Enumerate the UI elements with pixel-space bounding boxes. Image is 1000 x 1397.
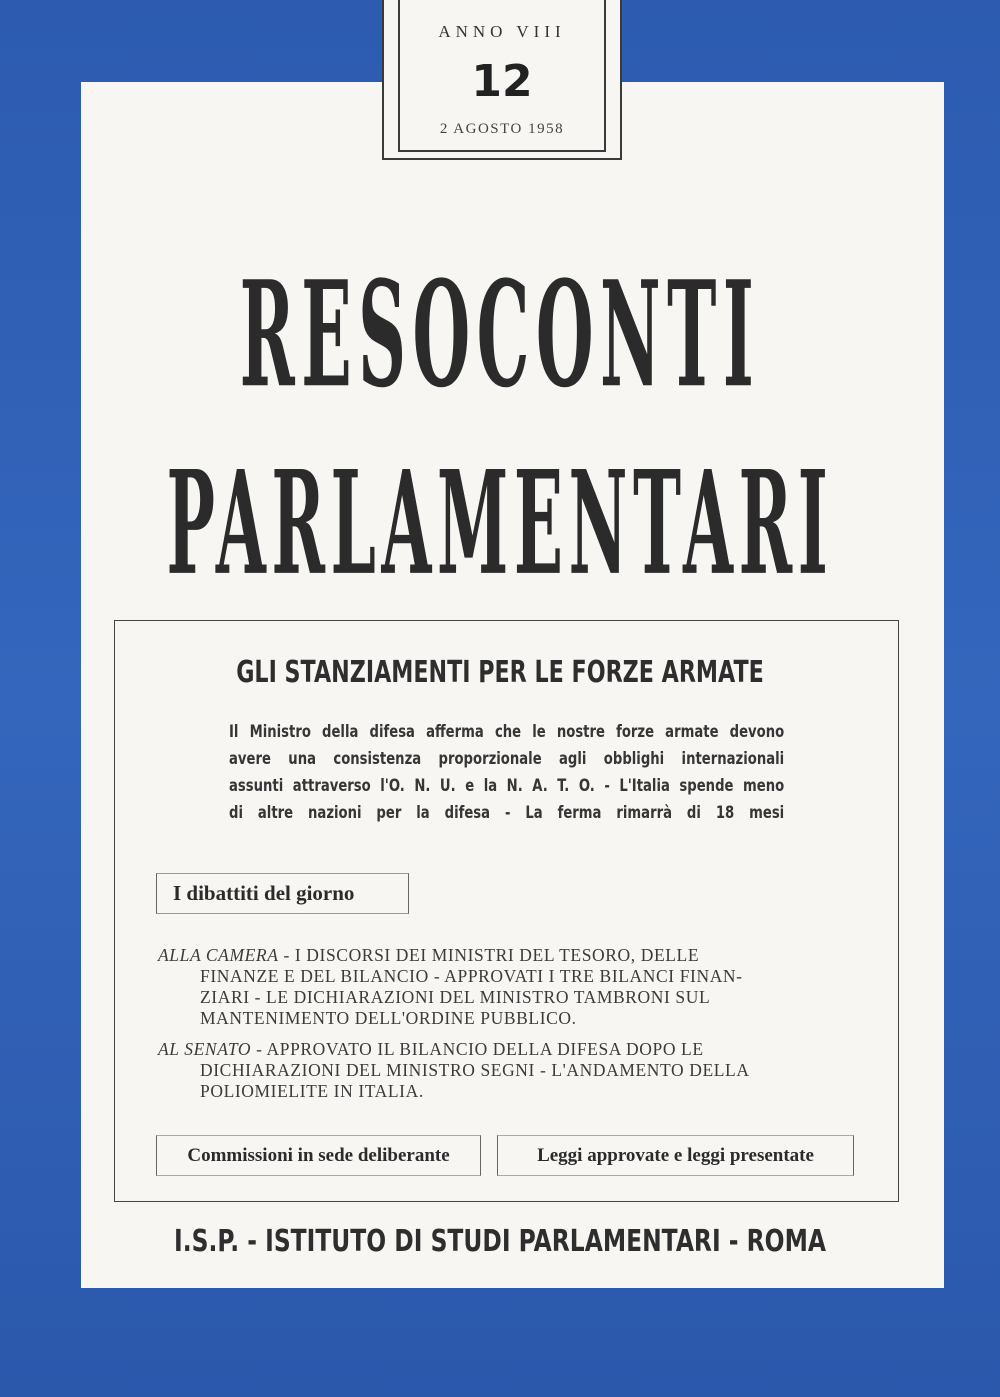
section-tag-dibattiti: I dibattiti del giorno [156, 873, 409, 914]
tag-leggi: Leggi approvate e leggi presentate [497, 1135, 854, 1176]
masthead-line-1: RESOCONTI [239, 249, 761, 420]
camera-line: - I DISCORSI DEI MINISTRI DEL TESORO, DELLE [278, 945, 700, 965]
tag-commissioni: Commissioni in sede deliberante [156, 1135, 481, 1176]
summary-line: avere una consistenza proporzionale agli obblighi internazionali [229, 749, 785, 768]
senato-news-block [158, 1039, 858, 1102]
main-headline: GLI STANZIAMENTI PER LE FORZE ARMATE [236, 655, 764, 690]
issue-year-label: ANNO VIII [438, 22, 566, 41]
publisher-footer: I.S.P. - ISTITUTO DI STUDI PARLAMENTARI - ROMA [174, 1224, 826, 1259]
camera-line: ZIARI - LE DICHIARAZIONI DEL MINISTRO TAMBRONI SUL [200, 987, 711, 1007]
camera-news-block [158, 945, 858, 1029]
issue-box [382, 0, 622, 160]
camera-line: FINANZE E DEL BILANCIO - APPROVATI I TRE BILANCI FINAN- [200, 966, 743, 986]
headline-summary [229, 718, 784, 826]
issue-number: 12 [471, 56, 533, 107]
summary-line: Il Ministro della difesa afferma che le nostre forze armate devono [229, 722, 785, 741]
camera-line: MANTENIMENTO DELL'ORDINE PUBBLICO. [200, 1008, 577, 1028]
senato-label: AL SENATO [158, 1039, 252, 1059]
summary-line: di altre nazioni per la difesa - La ferma rimarrà di 18 mesi [229, 803, 785, 822]
senato-line: DICHIARAZIONI DEL MINISTRO SEGNI - L'ANDAMENTO DELLA [200, 1060, 750, 1080]
summary-line: assunti attraverso l'O. N. U. e la N. A. T. O. - L'Italia spende meno [229, 776, 785, 795]
camera-label: ALLA CAMERA [158, 945, 279, 965]
issue-date: 2 AGOSTO 1958 [439, 121, 565, 137]
masthead-line-2: PARLAMENTARI [166, 439, 834, 607]
senato-line: - APPROVATO IL BILANCIO DELLA DIFESA DOPO LE [251, 1039, 704, 1059]
senato-line: POLIOMIELITE IN ITALIA. [200, 1081, 424, 1101]
